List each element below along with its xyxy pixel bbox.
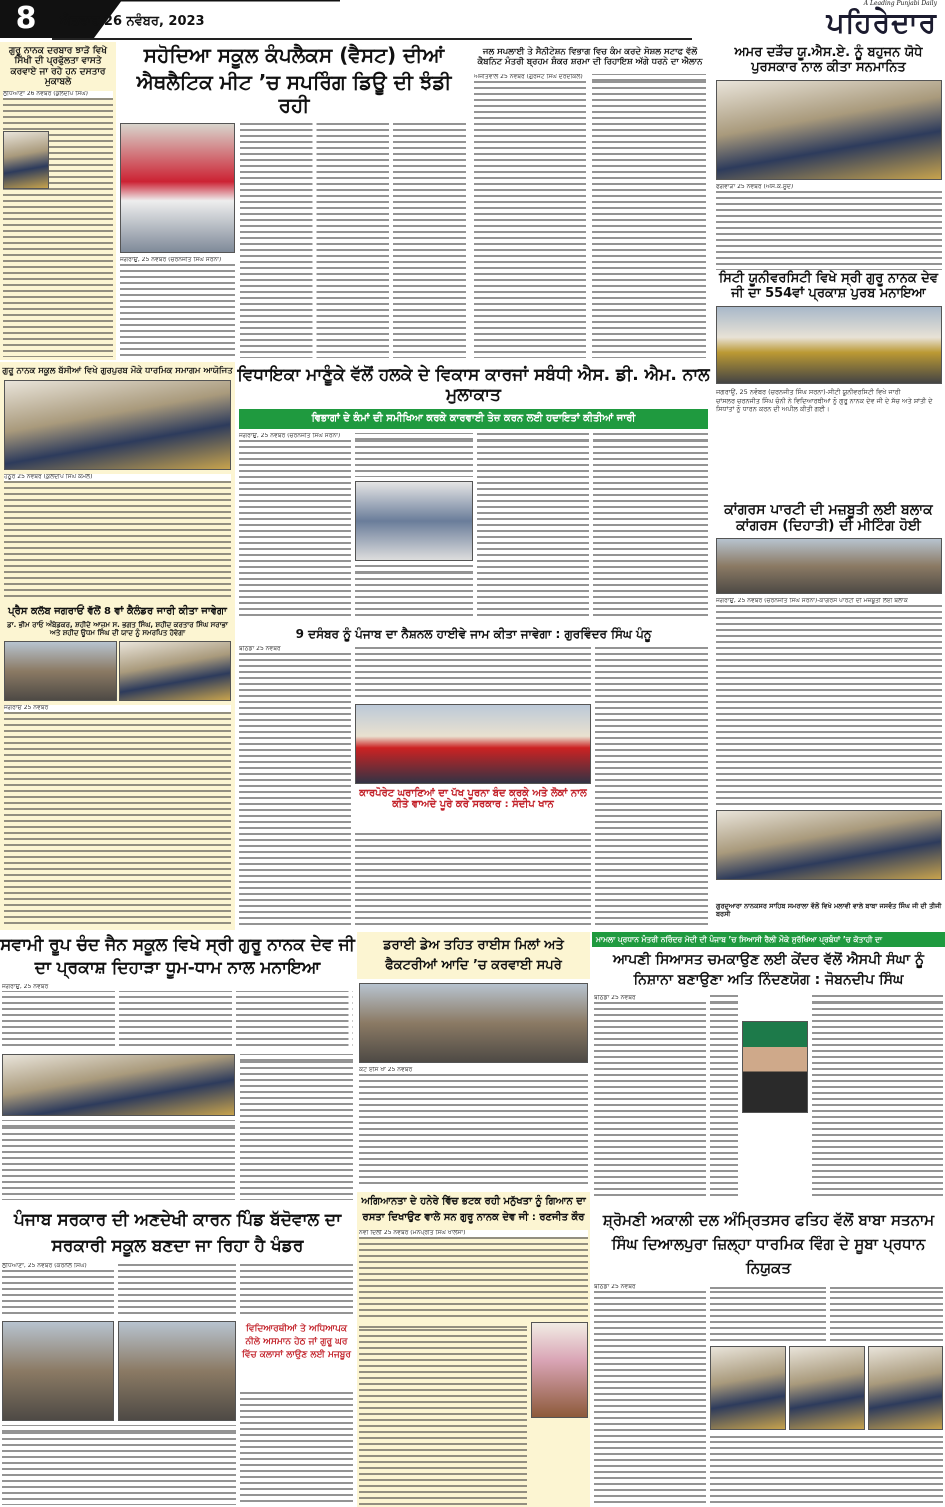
article-text xyxy=(240,1263,353,1317)
article-text: ਫਗਵਾੜਾ 25 ਨਵੰਬਰ (ਐੱਸ.ਕੇ.ਸੂਦ) xyxy=(716,184,942,270)
photo xyxy=(716,810,942,880)
headline: ਆਪਣੀ ਸਿਆਸਤ ਚਮਕਾਉਣ ਲਈ ਕੇਂਦਰ ਵੱਲੋਂ ਐਸਪੀ ਸੰਘਾ ਨੂੰ ਨਿਸ਼ਾਨਾ ਬਣਾਉਣਾ ਅਤਿ ਨਿੰਦਣਯੋਗ : ਜੋਬਨਦੀਪ ਸਿੰਘ xyxy=(613,952,924,989)
headline: ਕਾਂਗਰਸ ਪਾਰਟੀ ਦੀ ਮਜ਼ਬੂਤੀ ਲਈ ਬਲਾਕ ਕਾਂਗਰਸ (ਦਿਹਾਤੀ) ਦੀ ਮੀਟਿੰਗ ਹੋਈ xyxy=(724,502,933,535)
article-text xyxy=(359,1322,527,1505)
story-press-club xyxy=(0,602,235,930)
story-body xyxy=(237,642,710,930)
story-body xyxy=(357,979,590,1190)
story-swami xyxy=(0,932,355,1202)
story-body xyxy=(0,1259,355,1507)
photo xyxy=(716,80,942,180)
photo xyxy=(531,1322,588,1418)
story-body xyxy=(0,91,116,360)
headline: ਸ਼੍ਰੋਮਣੀ ਅਕਾਲੀ ਦਲ ਅੰਮ੍ਰਿਤਸਰ ਫਤਿਹ ਵੱਲੋਂ ਬਾਬਾ ਸਤਨਾਮ ਸਿੰਘ ਦਿਆਲਪੁਰਾ ਜ਼ਿਲ੍ਹਾ ਧਾਰਮਿਕ ਵਿੰਗ ਦੇ ਸੂਬਾ ਪ੍ਰਧਾਨ ਨਿਯੁਕਤ xyxy=(602,1211,935,1277)
story-body xyxy=(0,637,235,930)
article-text xyxy=(2,1425,236,1505)
article-text: ਜਗਰਾਓਂ 25 ਨਵੰਬਰ xyxy=(4,705,231,926)
story-modi xyxy=(592,932,945,1202)
article-text xyxy=(812,995,943,1200)
article-text: ਹਠੂਰ 25 ਨਵੰਬਰ (ਕੁਲਦੀਪ ਸਿੰਘ ਕੋਮਲ) xyxy=(4,474,231,600)
story-body xyxy=(592,991,945,1202)
date: ਐਤਵਾਰ 26 ਨਵੰਬਰ, 2023 xyxy=(60,14,205,29)
article-text: ਜਗਰਾਉਂ, 25 ਨਵੰਬਰ (ਚਰਨਜੀਤ ਸਿੰਘ ਸਰਨਾ)-ਕਾਂਗਰਸ ਪਾਰਟੀ ਦੀ ਮਜ਼ਬੂਤੀ ਲਈ ਬਲਾਕ xyxy=(716,598,942,806)
headline: ਸਹੋਦਿਆ ਸਕੂਲ ਕੰਪਲੈਕਸ (ਵੈਸਟ) ਦੀਆਂ xyxy=(143,43,445,67)
story-baddowal xyxy=(0,1204,355,1507)
article-text: ਕੋਟ ਈਸੇ ਖਾਂ 25 ਨਵੰਬਰ xyxy=(359,1067,588,1188)
story-mla xyxy=(237,362,710,624)
article-text: ਬਠਿੰਡਾ 25 ਨਵੰਬਰ xyxy=(239,646,351,928)
article-text xyxy=(593,433,708,620)
story-body xyxy=(237,429,710,624)
photo xyxy=(4,380,231,470)
tagline: A Leading Punjabi Daily xyxy=(863,0,937,7)
story-body xyxy=(0,377,235,602)
photo xyxy=(710,1346,786,1430)
photo xyxy=(119,641,231,701)
headline: ਵਿਧਾਇਕਾ ਮਾਣੂੰਕੇ ਵੱਲੋਂ ਹਲਕੇ ਦੇ ਵਿਕਾਸ ਕਾਰਜਾਂ ਸਬੰਧੀ ਐਸ. ਡੀ. ਐਮ. ਨਾਲ ਮੁਲਾਕਾਤ xyxy=(237,365,710,405)
article-text xyxy=(355,832,591,928)
article-text xyxy=(592,74,706,358)
header-rule xyxy=(52,38,692,40)
article-text: ਜਗਰਾਉਂ, 25 ਨਵੰਬਰ (ਚਰਨਜੀਤ ਸਿੰਘ ਸਰਨਾ)-ਸੀਟੀ ਯੂਨੀਵਰਸਿਟੀ ਵਿਖੇ ਜਾਰੀ ਚਾਂਸਲਰ ਚਰਨਜੀਤ ਸਿੰਘ ਚੰਨੀ ਨੇ ਵਿਦਿਆਰਥੀਆਂ ਨੂੰ ਗੁਰੂ ਨਾਨਕ ਦੇਵ ਜੀ ਦੇ ਸੱਚ ਅਤੇ ਸ਼ਾਂਤੀ ਦੇ ਸਿਧਾਂਤਾਂ ਨੂੰ ਧਾਰਨ ਕਰਨ ਦੀ ਅਪੀਲ ਕੀਤੀ ਗਈ। xyxy=(716,388,942,500)
story-body xyxy=(712,76,945,272)
photo xyxy=(3,131,49,189)
logo: ਪਹਿਰੇਦਾਰ xyxy=(826,6,937,39)
story-body xyxy=(712,534,945,920)
photo xyxy=(789,1346,865,1430)
article-text xyxy=(2,1120,235,1200)
article-text: ਬਠਿੰਡਾ 25 ਨਵੰਬਰ xyxy=(594,995,706,1200)
article-text xyxy=(355,565,473,620)
article-text: ਲੁਧਿਆਣਾ, 25 ਨਵੰਬਰ (ਕਰਨੈਲ ਸਿੰਘ) xyxy=(2,1263,114,1317)
story-dry-day xyxy=(357,932,590,1190)
headline: ਅਗਿਆਨਤਾ ਦੇ ਹਨੇਰੇ ਵਿੱਚ ਭਟਕ ਰਹੀ ਮਨੁੱਖਤਾ ਨੂੰ ਗਿਆਨ ਦਾ ਰਸਤਾ ਦਿਖਾਉਣ ਵਾਲੇ ਸਨ ਗੁਰੂ ਨਾਨਕ ਦੇਵ ਜੀ : ਰਣਜੀਤ ਕੌਰ xyxy=(361,1196,586,1223)
article-text xyxy=(710,995,738,1200)
story-akali xyxy=(592,1204,945,1507)
story-amar xyxy=(712,42,945,272)
photo xyxy=(355,481,473,561)
article-text: ਬਠਿੰਡਾ 25 ਨਵੰਬਰ xyxy=(594,1284,706,1505)
photo xyxy=(118,1321,236,1421)
story-body xyxy=(472,68,708,360)
article-text xyxy=(240,123,470,358)
photo xyxy=(359,983,588,1063)
photo xyxy=(4,641,117,701)
headline: 9 ਦਸੰਬਰ ਨੂੰ ਪੰਜਾਬ ਦਾ ਨੈਸ਼ਨਲ ਹਾਈਵੇ ਜਾਮ ਕੀਤਾ ਜਾਵੇਗਾ : ਗੁਰਵਿੰਦਰ ਸਿੰਘ ਪੰਨੂ xyxy=(295,627,652,641)
strapline: ਮਾਮਲਾ ਪ੍ਰਧਾਨ ਮੰਤਰੀ ਨਰਿੰਦਰ ਮੋਦੀ ਦੀ ਪੰਜਾਬ ’ਚ ਸਿਆਸੀ ਰੈਲੀ ਮੌਕੇ ਸੁਰੱਖਿਆ ਪ੍ਰਬੰਧਾਂ ’ਚ ਕੋਤਾਹੀ ਦਾ xyxy=(592,932,945,947)
photo xyxy=(120,123,235,253)
article-text: ਜਗਰਾਉਂ, 25 ਨਵੰਬਰ (ਚਰਨਜੀਤ ਸਿੰਘ ਸਰਨਾ) xyxy=(120,257,235,358)
headline: ਡਰਾਈ ਡੇਅ ਤਹਿਤ ਰਾਈਸ ਮਿਲਾਂ ਅਤੇ ਫੈਕਟਰੀਆਂ ਆਦਿ ’ਚ ਕਰਵਾਈ ਸਪਰੇ xyxy=(357,932,590,979)
subheadline: ਵਿਦਿਆਰਥੀਆਂ ਤੇ ਅਧਿਆਪਕ ਨੀਲੇ ਅਸਮਾਨ ਹੇਠ ਜਾਂ ਗੁਰੂ ਘਰ ਵਿੱਚ ਕਲਾਸਾਂ ਲਾਉਣ ਲਈ ਮਜਬੂਰ xyxy=(242,1324,351,1361)
story-highway xyxy=(237,626,710,930)
story-body xyxy=(357,1226,590,1507)
story-body xyxy=(118,117,470,360)
story-athletic xyxy=(118,42,470,360)
headline: ਐਥਲੈਟਿਕ ਮੀਟ ’ਚ ਸਪਰਿੰਗ ਡਿਊ ਦੀ ਝੰਡੀ ਰਹੀ xyxy=(136,70,452,117)
headline: ਅਮਰ ਦੜੌਚ ਯੂ.ਐਸ.ਏ. ਨੂੰ ਬਹੁਜਨ ਯੋਧੇ ਪੁਰਸਕਾਰ ਨਾਲ ਕੀਤਾ ਸਨਮਾਨਿਤ xyxy=(734,45,923,75)
photo xyxy=(2,1321,114,1421)
headline: ਗੁਰੂ ਨਾਨਕ ਸਕੂਲ ਬੱਸੀਆਂ ਵਿਖੇ ਗੁਰਪੁਰਬ ਮੌਕੇ ਧਾਰਮਿਕ ਸਮਾਗਮ ਆਯੋਜਿਤ xyxy=(2,366,233,376)
article-text: ਨਵੀਂ ਦਿੱਲੀ 25 ਨਵੰਬਰ (ਮਨਪ੍ਰੀਤ ਸਿੰਘ ਖਾਲਸਾ) xyxy=(359,1230,588,1318)
headline: ਪੰਜਾਬ ਸਰਕਾਰ ਦੀ ਅਣਦੇਖੀ ਕਾਰਨ ਪਿੰਡ ਬੱਦੋਵਾਲ ਦਾ ਸਰਕਾਰੀ ਸਕੂਲ ਬਣਦਾ ਜਾ ਰਿਹਾ ਹੈ ਖੰਡਰ xyxy=(13,1210,342,1256)
headline: ਸਵਾਮੀ ਰੂਪ ਚੰਦ ਜੈਨ ਸਕੂਲ ਵਿਖੇ ਸ੍ਰੀ ਗੁਰੂ ਨਾਨਕ ਦੇਵ ਜੀ ਦਾ ਪ੍ਰਕਾਸ਼ ਦਿਹਾੜਾ ਧੂਮ-ਧਾਮ ਨਾਲ ਮਨਾਇਆ xyxy=(0,935,355,978)
article-text xyxy=(240,1391,353,1505)
story-congress xyxy=(712,502,945,920)
story-dastar xyxy=(0,42,116,360)
subheadline: ਕਾਰਪੋਰੇਟ ਘਰਾਣਿਆਂ ਦਾ ਪੱਖ ਪੂਰਨਾ ਬੰਦ ਕਰਕੇ ਅਤੇ ਲੋਕਾਂ ਨਾਲ ਕੀਤੇ ਵਾਅਦੇ ਪੂਰੇ ਕਰੇ ਸਰਕਾਰ : ਸੰਦੀਪ ਖਾਨ xyxy=(359,787,587,811)
photo xyxy=(716,538,942,594)
article-text xyxy=(710,1434,943,1505)
story-body xyxy=(712,302,945,500)
article-text xyxy=(118,1263,236,1317)
photo xyxy=(716,306,942,384)
article-text: ਲੁਧਿਆਣਾ 26 ਨਵੰਬਰ (ਕੁਲਦੀਪ ਸਿੰਘ) xyxy=(3,91,113,357)
article-text xyxy=(240,1054,353,1200)
article-text xyxy=(710,1284,826,1342)
article-text: ਜਗਰਾਉਂ, 25 ਨਵੰਬਰ xyxy=(2,984,353,1050)
headline: ਪ੍ਰੈਸ ਕਲੱਬ ਜਗਰਾਓਂ ਵੱਲੋਂ 8 ਵਾਂ ਕੈਲੰਡਰ ਜਾਰੀ ਕੀਤਾ ਜਾਵੇਗਾ xyxy=(8,606,227,617)
page-number: 8 xyxy=(0,0,52,38)
story-agyanta xyxy=(357,1192,590,1507)
article-text: ਅਜੀਤਵਾਲ 25 ਨਵੰਬਰ (ਗੁਰਜੰਟ ਸਿੰਘ ਦਰਦੀਕਲ) xyxy=(474,74,586,358)
headline: ਸਿਟੀ ਯੂਨੀਵਰਸਿਟੀ ਵਿਖੇ ਸ੍ਰੀ ਗੁਰੂ ਨਾਨਕ ਦੇਵ ਜੀ ਦਾ 554ਵਾਂ ਪ੍ਰਕਾਸ਼ ਪੁਰਬ ਮਨਾਇਆ xyxy=(719,271,938,301)
photo xyxy=(2,1054,235,1116)
photo xyxy=(742,1021,808,1113)
article-text xyxy=(595,646,708,928)
article-text xyxy=(355,646,591,700)
story-bassian xyxy=(0,362,235,602)
article-text: ਜਗਰਾਉਂ, 25 ਨਵੰਬਰ (ਚਰਨਜੀਤ ਸਿੰਘ ਸਰਨਾ) xyxy=(239,433,351,620)
strapline: ਵਿਭਾਗਾਂ ਦੇ ਕੰਮਾਂ ਦੀ ਸਮੀਖਿਆ ਕਰਕੇ ਕਾਰਵਾਈ ਤੇਜ਼ ਕਰਨ ਲਈ ਹਦਾਇਤਾਂ ਕੀਤੀਆਂ ਜਾਰੀ xyxy=(239,409,708,429)
story-city-university xyxy=(712,272,945,500)
article-text xyxy=(830,1284,943,1342)
headline: ਗੁਰੂ ਨਾਨਕ ਦਰਬਾਰ ਝਾੜੋ ਵਿਖੇ ਸਿੱਖੀ ਦੀ ਪ੍ਰਫੁੱਲਤਾ ਵਾਸਤੇ ਕਰਵਾਏ ਜਾ ਰਹੇ ਹਨ ਦਸਤਾਰ ਮੁਕਾਬਲੇ xyxy=(9,46,107,88)
story-body xyxy=(0,980,355,1202)
headline: ਜਲ ਸਪਲਾਈ ਤੇ ਸੈਨੀਟੇਸ਼ਨ ਵਿਭਾਗ ਵਿਚ ਕੰਮ ਕਰਦੇ ਸੋਸ਼ਲ ਸਟਾਫ ਵੱਲੋਂ ਕੈਬਨਿਟ ਮੰਤਰੀ ਬ੍ਰਹਮ ਸ਼ੰਕਰ ਸ਼ਰਮਾ ਦੀ ਰਿਹਾਇਸ਼ ਅੱਗੇ ਧਰਨੇ ਦਾ ਐਲਾਨ xyxy=(477,47,703,67)
photo-caption: ਗੁਰਦੁਆਰਾ ਨਾਨਕਸਰ ਸਾਹਿਬ ਸਮਰਾਲਾ ਵੱਲੋਂ ਵਿਖੇ ਮਲਾਵੀ ਵਾਲੇ ਬਾਬਾ ਜਸਵੰਤ ਸਿੰਘ ਜੀ ਦੀ ਤੀਜੀ ਬਰਸੀ xyxy=(716,902,942,918)
subheadline: ਡਾ. ਭੀਮ ਰਾਓ ਅੰਬੇਡਕਰ, ਸ਼ਹੀਦੇ ਆਜ਼ਮ ਸ. ਭਗਤ ਸਿੰਘ, ਸ਼ਹੀਦ ਕਰਤਾਰ ਸਿੰਘ ਸਰਾਭਾ ਅਤੇ ਸ਼ਹੀਦ ਊਧਮ ਸਿੰਘ ਦੀ ਯਾਦ ਨੂੰ ਸਮਰਪਿਤ ਹੋਵੇਗਾ xyxy=(7,620,228,637)
masthead xyxy=(0,0,945,40)
story-jal xyxy=(472,42,708,360)
article-text xyxy=(477,433,589,620)
story-body xyxy=(592,1280,945,1507)
photo xyxy=(868,1346,943,1430)
photo xyxy=(355,704,591,784)
article-text xyxy=(355,433,473,477)
